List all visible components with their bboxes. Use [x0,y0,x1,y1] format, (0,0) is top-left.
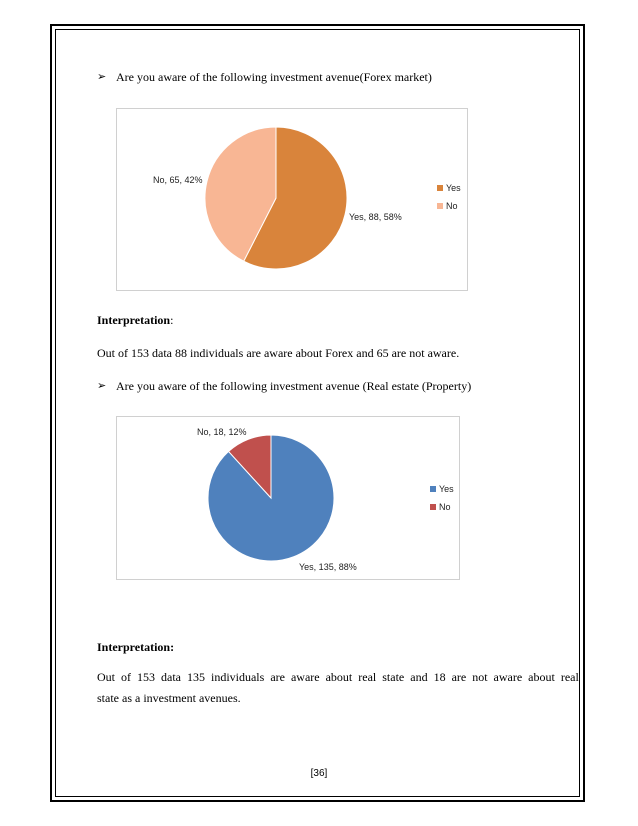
question-forex: Are you aware of the following investment avenue(Forex market) [116,70,432,84]
real-estate-legend-swatch-yes [430,486,436,492]
interpretation-heading-2: Interpretation: [97,640,175,654]
forex-legend-swatch-no [437,203,443,209]
real-estate-legend-label-no: No [439,502,451,512]
page-number: [36] [310,768,328,779]
interpretation-heading-1: Interpretation: [97,313,174,327]
interpretation-body-2-line-2: state as a investment avenues. [97,691,241,705]
forex-legend-label-yes: Yes [446,183,461,193]
real-estate-pie-chart [116,416,460,580]
interpretation-body-2-line-1: Out of 153 data 135 individuals are aware about real state and 18 are not aware about real [97,670,579,684]
real-estate-data-label-yes: Yes, 135, 88% [299,562,357,572]
forex-legend-swatch-yes [437,185,443,191]
real-estate-data-label-no: No, 18, 12% [197,427,247,437]
forex-legend-label-no: No [446,201,458,211]
forex-pie-chart [116,108,468,291]
real-estate-legend-label-yes: Yes [439,484,454,494]
question-real-estate: Are you aware of the following investment avenue (Real estate (Property) [116,379,472,393]
forex-pie-svg [117,109,469,292]
interpretation-body-1: Out of 153 data 88 individuals are aware about Forex and 65 are not aware. [97,346,460,360]
forex-data-label-yes: Yes, 88, 58% [349,212,402,222]
bullet-icon: ➢ [97,379,107,392]
real-estate-legend-swatch-no [430,504,436,510]
forex-data-label-no: No, 65, 42% [153,175,203,185]
bullet-icon: ➢ [97,70,107,83]
real-estate-pie-svg [117,417,461,581]
